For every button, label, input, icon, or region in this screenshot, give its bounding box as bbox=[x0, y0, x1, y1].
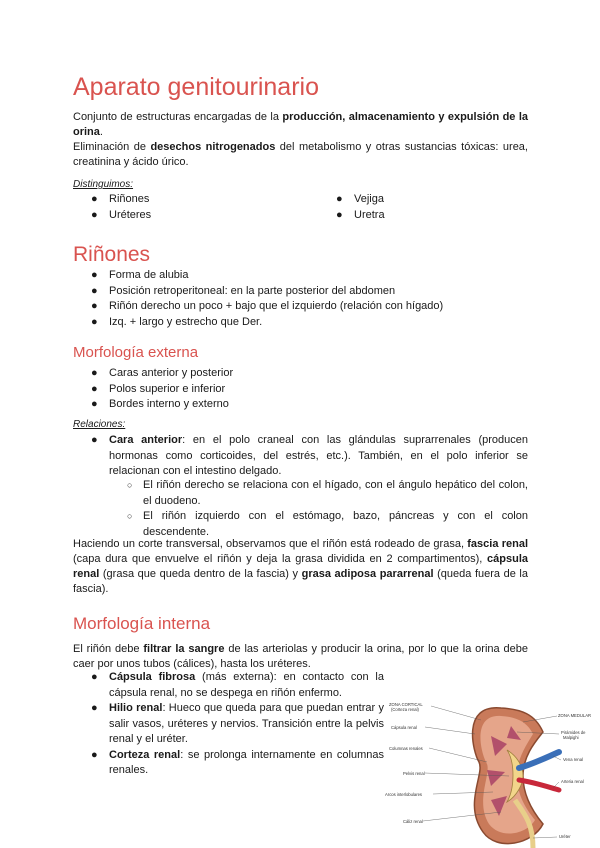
label-vena-renal: Vena renal bbox=[563, 757, 584, 762]
list-item: ● Hilio renal: Hueco que queda para que puedan entrar y salir vasos, uréteres y nervios. Transición entre la pelvis renal y el uréter. bbox=[91, 702, 384, 745]
list-item: ● Vejiga bbox=[336, 193, 384, 205]
rinones-list bbox=[73, 268, 528, 330]
label-ureter: Uréter bbox=[559, 834, 571, 839]
list-item: ● Polos superior e inferior bbox=[91, 382, 226, 395]
relaciones-list bbox=[73, 433, 528, 480]
intro-paragraph-1: Conjunto de estructuras encargadas de la producción, almacenamiento y expulsión de la orina. bbox=[73, 111, 528, 138]
label-corteza-renal: (Corteza renal) bbox=[391, 707, 419, 712]
interna-paragraph: El riñón debe filtrar la sangre de las arteriolas y producir la orina, por lo que la orina debe caer por unos tubos (cálices), hasta los uréteres. bbox=[73, 643, 528, 670]
list-item: ● Uretra bbox=[336, 208, 385, 221]
label-caliz-renal: Cáliz renal bbox=[403, 819, 423, 824]
section-heading-rinones: Riñones bbox=[73, 243, 151, 266]
label-malpighi: Malpighi bbox=[563, 735, 579, 740]
page-title: Aparato genitourinario bbox=[73, 73, 319, 101]
list-item: ● Corteza renal: se prolonga internamente en columnas renales. bbox=[91, 748, 384, 776]
relaciones-label: Relaciones: bbox=[73, 419, 126, 430]
list-item: ● Riñón derecho un poco + bajo que el izquierdo (relación con hígado) bbox=[91, 300, 444, 312]
intro-paragraph-2: Eliminación de desechos nitrogenados del metabolismo y otras sustancias tóxicas: urea, creatinina y ácido úrico. bbox=[73, 141, 528, 168]
section-heading-externa: Morfología externa bbox=[73, 344, 199, 361]
label-pelvis-renal: Pelvis renal bbox=[403, 771, 425, 776]
list-item: ● Uréteres bbox=[91, 208, 152, 221]
label-zona-cortical: ZONA CORTICAL bbox=[389, 702, 423, 707]
list-item: ○ El riñón izquierdo con el estómago, bazo, páncreas y con el colon descendente. bbox=[127, 510, 528, 538]
list-item: ● Cara anterior: en el polo craneal con las glándulas suprarrenales (producen hormonas como corticoides, del estrés, etc.). También, en el polo inferior se relacionan con el intestino delgado. bbox=[91, 434, 528, 477]
list-item: ● Posición retroperitoneal: en la parte posterior del abdomen bbox=[91, 284, 396, 297]
label-piramides: Pirámides de bbox=[561, 730, 586, 735]
list-item: ○ El riñón derecho se relaciona con el hígado, con el ángulo hepático del colon, el duodeno. bbox=[127, 479, 528, 507]
label-arteria-renal: Arteria renal bbox=[561, 779, 584, 784]
kidney-diagram bbox=[383, 692, 600, 848]
list-item: ● Caras anterior y posterior bbox=[91, 367, 234, 379]
distinguimos-label: Distinguimos: bbox=[73, 179, 134, 190]
externa-list bbox=[73, 366, 528, 413]
list-item: ● Izq. + largo y estrecho que Der. bbox=[91, 315, 263, 328]
label-capsula-renal: Cápsula renal bbox=[391, 725, 417, 730]
label-arcos-interlobulares: Arcos interlobulares bbox=[385, 792, 423, 797]
corte-paragraph: Haciendo un corte transversal, observamos que el riñón está rodeado de grasa, fascia renal (capa dura que envuelve el riñón y deja la grasa dividida en 2 compartimentos), cápsula renal (grasa que queda dentro de la fascia) y grasa adiposa pararrenal (queda fuera de la fascia). bbox=[73, 538, 528, 595]
section-heading-interna: Morfología interna bbox=[73, 614, 211, 633]
list-item: ● Bordes interno y externo bbox=[91, 398, 229, 410]
list-item: ● Forma de alubia bbox=[91, 269, 189, 281]
label-zona-medular: ZONA MEDULAR bbox=[558, 713, 592, 718]
relaciones-sublist bbox=[73, 478, 528, 540]
interna-list bbox=[73, 670, 384, 779]
label-columnas-renales: Columnas renales bbox=[389, 746, 423, 751]
list-item: ● Riñones bbox=[91, 193, 150, 205]
list-item: ● Cápsula fibrosa (más externa): en contacto con la cápsula renal, no se despega en riñón enfermo. bbox=[91, 671, 384, 699]
